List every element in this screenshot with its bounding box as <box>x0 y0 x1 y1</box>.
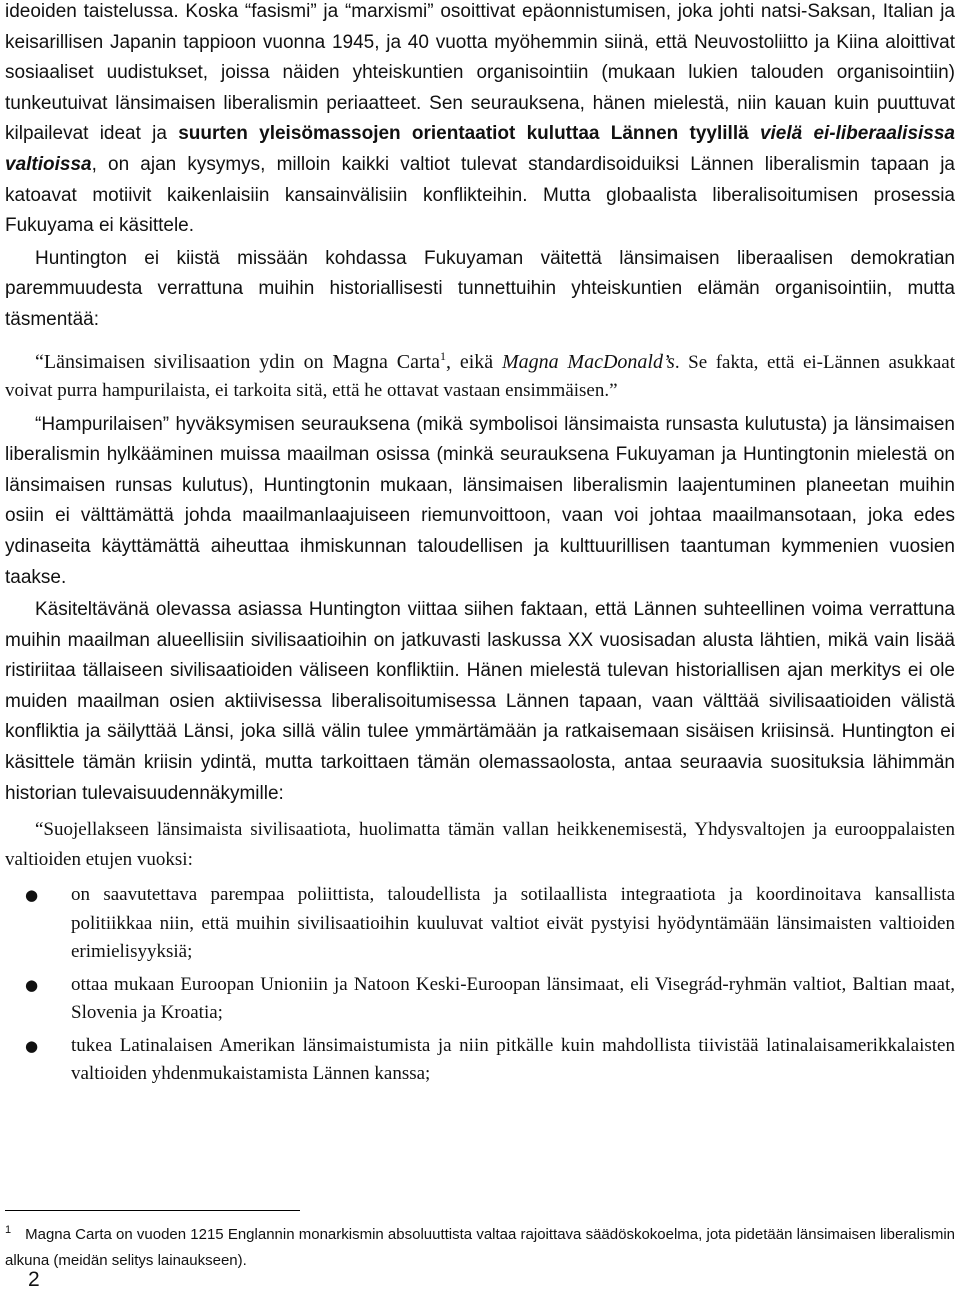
paragraph-1-bold-italic: vielä ei-liberaalisissa valtioissa <box>5 123 955 175</box>
paragraph-3: “Hampurilaisen” hyväksymisen seurauksena (mikä symbolisoi länsimaista runsasta kulutusta) ja länsimaisen liberalismin hylkääminen muissa maailman osissa (minkä seurauksena Fukuyaman ja Huntingtonin mielestä on länsimaisen runsas kulutus), Huntingtonin mukaan, länsimaisen liberalismin laajentuminen planeetan muihin osiin ei välttämättä johda maailmanlaajuiseen riemunvoittoon, vaan voi johtaa maailmansotaan, joka edes ydinaseita käyttämättä aiheuttaa ihmiskunnan taloudellisen ja kulttuurillisen taantuman kymmenien vuosien taakse. <box>5 413 955 588</box>
bullet-icon: ● <box>25 1036 39 1055</box>
page-number: 2 <box>28 1268 40 1291</box>
paragraph-1-text: ideoiden taistelussa. Koska “fasismi” ja “marxismi” osoittivat epäonnistumisen, joka johti natsi-Saksan, Italian ja keisarillisen Japanin tappioon vuonna 1945, ja 40 vuotta myöhemmin siinä, että Neuvostoliitto ja Kiina aloittivat sosiaaliset uudistukset, joissa näiden yhteiskuntien organisointiin (mukaan lukien talouden organisointiin) tunkeutuivat länsimaisen liberalismin periaatteet. Sen seurauksena, hänen mielestä, niin kauan kuin puuttuvat kilpailevat ideat ja <box>5 1 955 145</box>
footnote <box>5 1217 955 1274</box>
paragraph-1-end: , on ajan kysymys, milloin kaikki valtiot tulevat standardisoiduiksi Lännen liberalismin tapaan ja katoavat motiivit kaikenlaisiin kansainvälisiin konflikteihin. Mutta globaalista liberalisoitumisen prosessia Fukuyama ei käsittele. <box>5 153 955 237</box>
document-body <box>5 0 955 1089</box>
footnote-ref: 1 <box>440 348 447 363</box>
list-item <box>5 881 955 967</box>
quote-1-end: . Se fakta, että ei-Lännen asukkaat voivat purra hampurilaista, ei tarkoita sitä, että he ottavat vastaan ensimmäisen.” <box>5 351 955 401</box>
paragraph-1 <box>5 0 955 242</box>
paragraph-1-bold: suurten yleisömassojen orientaatiot kuluttaa Lännen tyylillä <box>178 123 760 145</box>
quote-recommendations: “Suojellakseen länsimaista sivilisaatiota, huolimatta tämän vallan heikkenemisestä, Yhdysvaltojen ja eurooppalaisten valtioiden etujen vuoksi: <box>5 819 955 871</box>
footnote-number: 1 <box>5 1224 12 1236</box>
list-item <box>5 1032 955 1089</box>
quote-1-mid: , eikä <box>446 350 502 373</box>
quote-1-text: “Länsimaisen sivilisaation ydin on Magna Carta <box>35 350 441 373</box>
list-item <box>5 971 955 1028</box>
bullet-icon: ● <box>25 975 39 994</box>
list-item-text: on saavutettava parempaa poliittista, taloudellista ja sotilaallista integraatiota ja koordinoitava kansallista politiikkaa niin, että muihin sivilisaatioihin kuuluvat valtiot eivät pystyisi hyödyntämään länsimaisten valtioiden erimielisyyksiä; <box>71 884 955 963</box>
bullet-icon: ● <box>25 886 39 905</box>
footnote-divider <box>5 1210 300 1211</box>
quote-magna-carta <box>5 342 955 405</box>
list-item-text: ottaa mukaan Euroopan Unioniin ja Natoon Keski-Euroopan länsimaat, eli Visegrád-ryhmän valtiot, Baltian maat, Slovenia ja Kroatia; <box>71 973 955 1024</box>
footnote-text: Magna Carta on vuoden 1215 Englannin monarkismin absoluuttista valtaa rajoittava säädöskokoelma, jota pidetään länsimaisen liberalismin alkuna (meidän selitys lainaukseen). <box>5 1226 955 1269</box>
list-item-text: tukea Latinalaisen Amerikan länsimaistumista ja niin pitkälle kuin mahdollista tiivistää latinalaisamerikkalaisten valtioiden yhdenmukaistamista Lännen kanssa; <box>71 1034 955 1085</box>
paragraph-4: Käsiteltävänä olevassa asiassa Huntington viittaa siihen faktaan, että Lännen suhteellinen voima verrattuna muihin maailman alueellisiin sivilisaatioihin on jatkuvasti laskussa XX vuosisadan alusta lähtien, mikä vain lisää ristiriitaa tällaiseen sivilisaatioiden väliseen konfliktiin. Hänen mielestä tulevan historiallisen ajan merkitys ei ole muiden maailman osien aktiivisessa liberalisoitumisessa Lännen tapaan, vaan välttää sivilisaatioiden välistä konfliktia ja säilyttää Länsi, joka sillä välin tulee ymmärtämään ja ratkaisemaan sisäisen kriisinsä. Huntington ei käsittele tämän kriisin ydintä, mutta tarkoittaen tämän olemassaolosta, antaa seuraavia suosituksia lähimmän historian tulevaisuudennäkymille: <box>5 599 955 804</box>
quote-1-italic: Magna MacDonald’s <box>501 350 675 373</box>
paragraph-2: Huntington ei kiistä missään kohdassa Fukuyaman väitettä länsimaisen liberaalisen demokratian paremmuudesta verrattuna muihin historiallisesti tunnettuihin yhteiskuntien elämän organisointiin, mutta täsmentää: <box>5 247 955 330</box>
recommendation-list <box>5 881 955 1089</box>
